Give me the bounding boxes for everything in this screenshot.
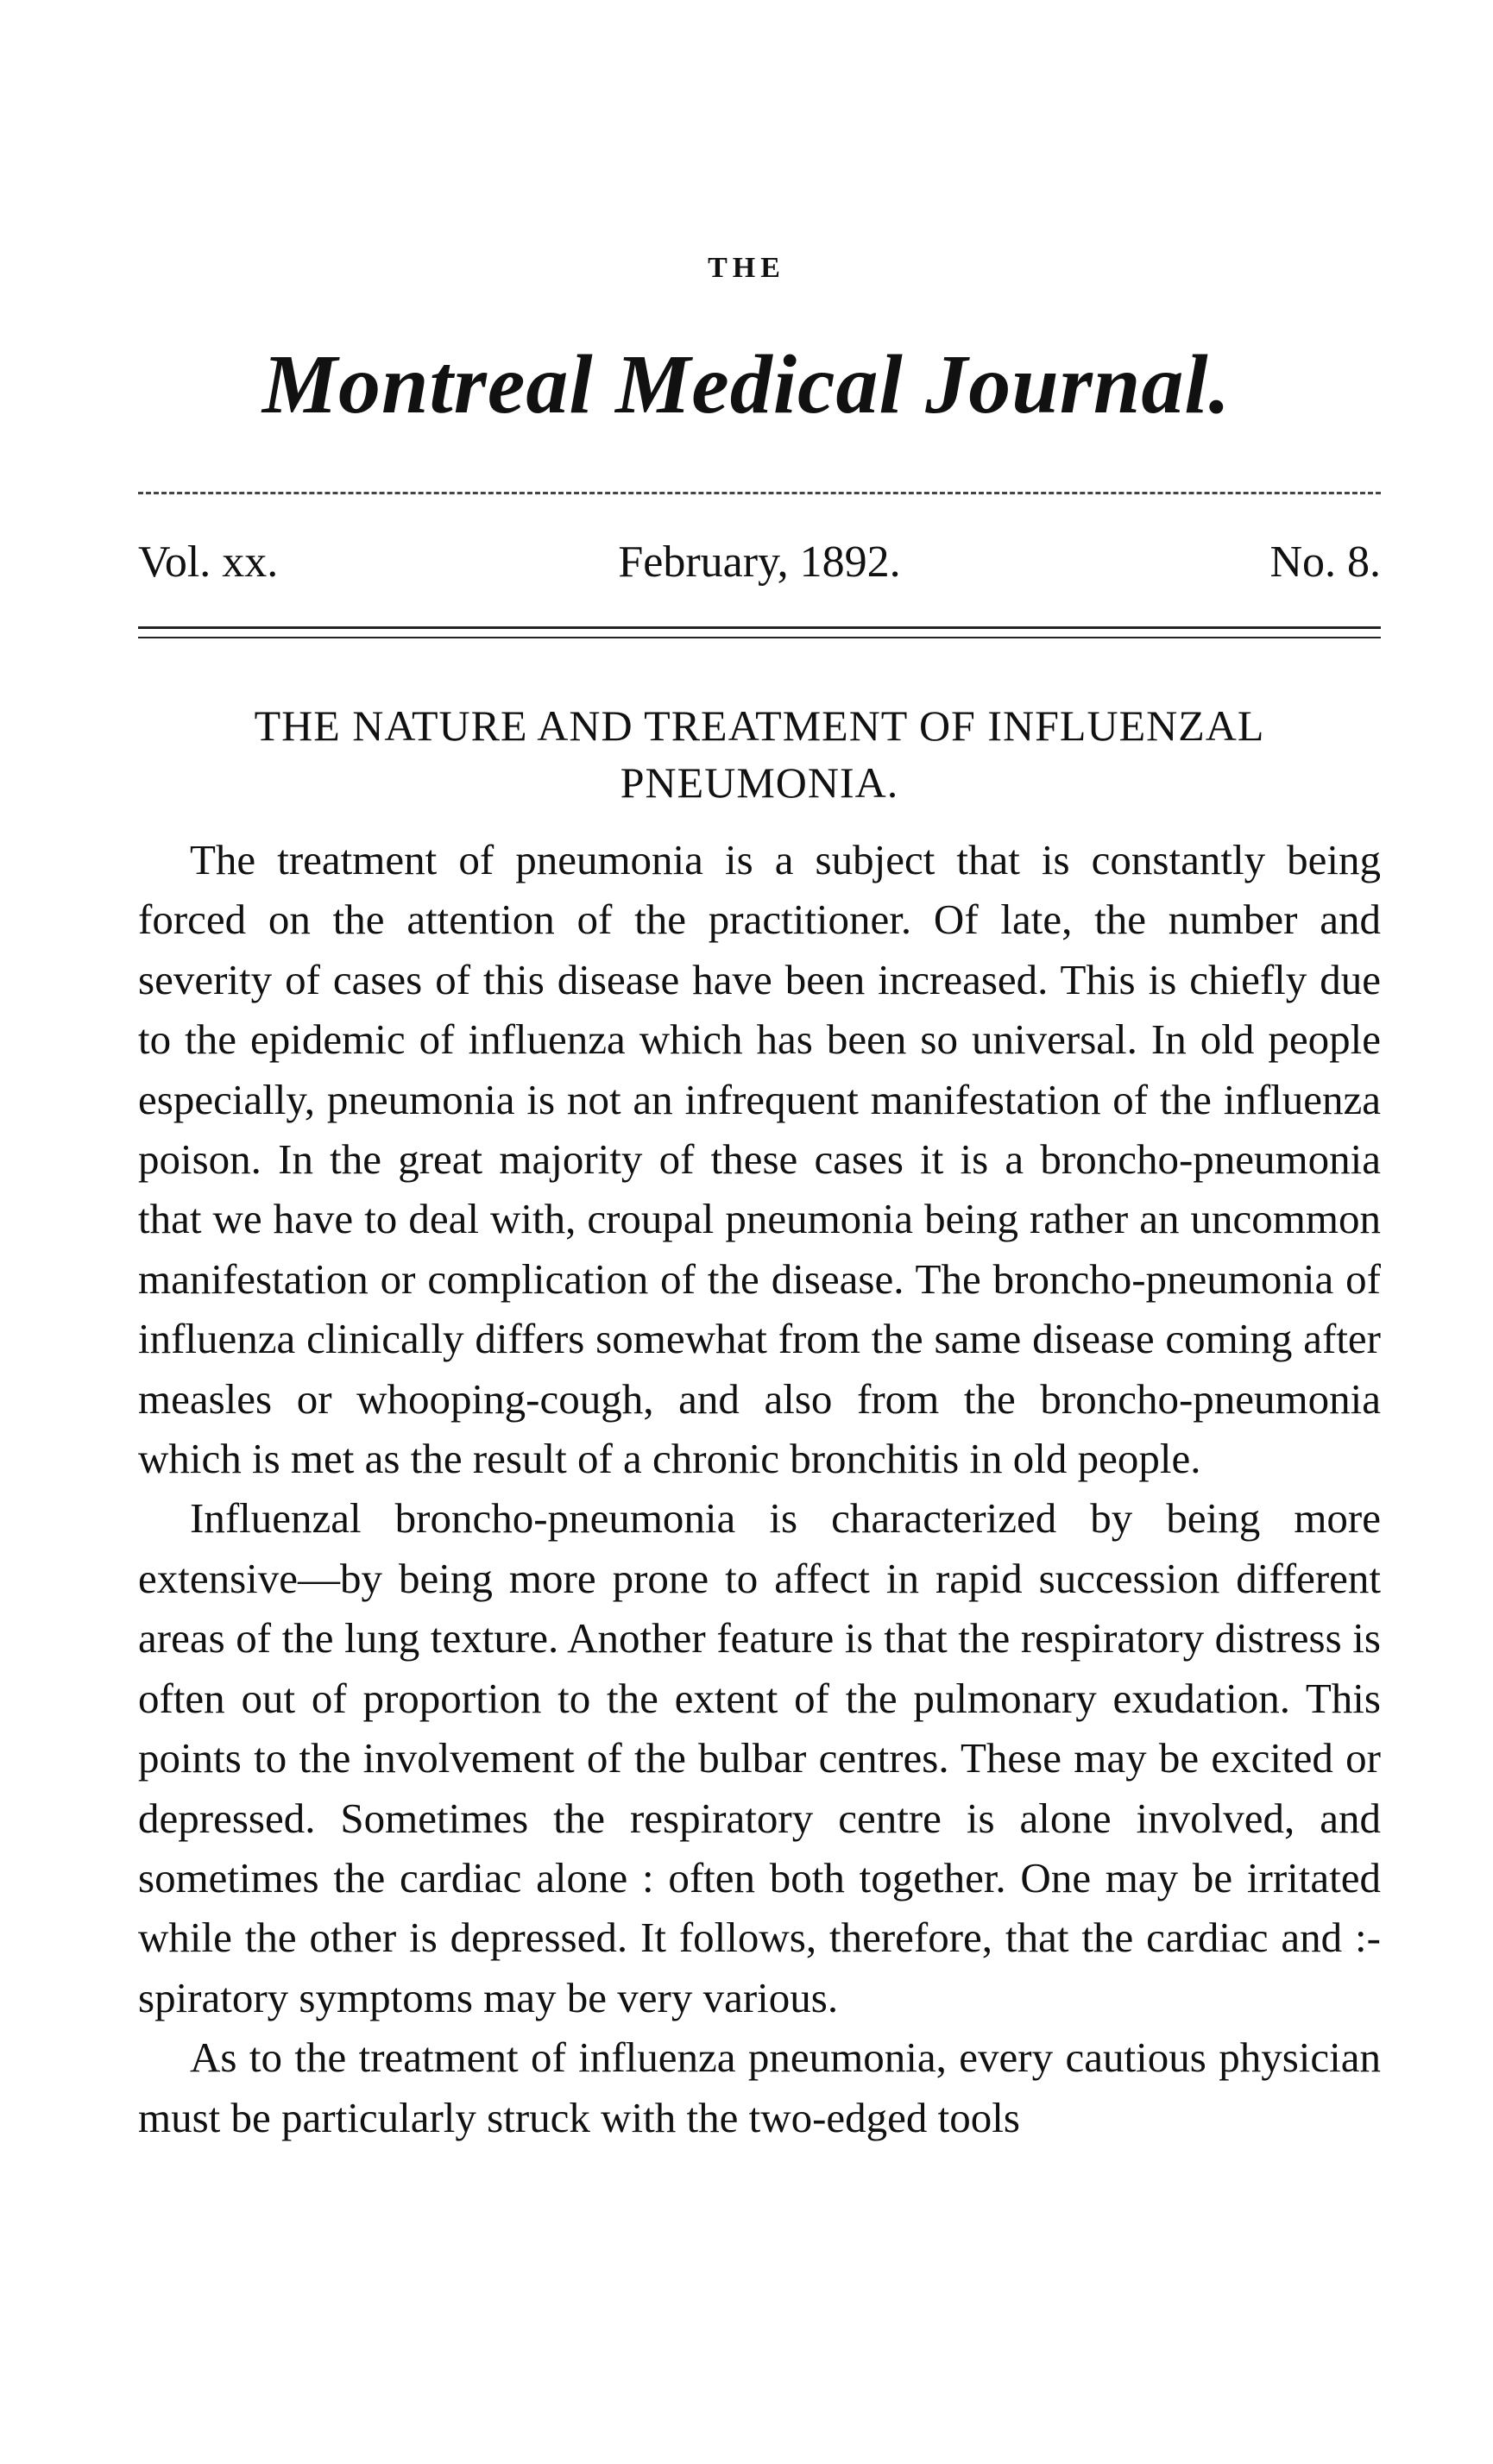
article-title: THE NATURE AND TREATMENT OF INFLUENZAL PNEUMONIA. bbox=[254, 701, 1265, 807]
dashed-divider bbox=[138, 492, 1381, 494]
issue-volume: Vol. xx. bbox=[138, 537, 279, 587]
paragraph: The treatment of pneumonia is a subject that is constantly being forced on the attention of the practitioner. Of late, the number and severity of cases of this disease have been increased. This is chiefly due to the epidemic of influenza which has been so universal. In old people especially, pneumonia is not an infrequent manifestation of the influenza poison. In the great majority of these cases it is a broncho-pneumonia that we have to deal with, croupal pneumonia being rather an uncommon manifestation or complication of the disease. The broncho-pneumonia of influenza clinically differs somewhat from the same disease coming after measles or whooping-cough, and also from the broncho-pneumonia which is met as the result of a chronic bronchitis in old people. bbox=[138, 836, 1381, 1483]
paragraph: As to the treatment of influenza pneumonia, every cautious physician must be particularly struck with the two-edged tools bbox=[138, 2033, 1381, 2141]
issue-line bbox=[138, 537, 1381, 597]
masthead-the: THE bbox=[708, 252, 785, 284]
paragraph: Influenzal broncho-pneumonia is characterized by being more extensive—by being more prone to affect in rapid succession different areas of the lung texture. Another feature is that the respiratory distress is often out of proportion to the extent of the pulmonary exudation. This points to the involvement of the bulbar centres. These may be excited or depressed. Sometimes the respiratory centre is alone involved, and sometimes the cardiac alone : often both together. One may be irritated while the other is depressed. It follows, therefore, that the cardiac and :-spiratory symptoms may be very various. bbox=[138, 1494, 1381, 2021]
journal-title: Montreal Medical Journal. bbox=[261, 338, 1232, 431]
double-rule-top bbox=[138, 626, 1381, 629]
double-rule-bottom bbox=[138, 637, 1381, 638]
issue-number: No. 8. bbox=[1269, 537, 1381, 587]
issue-date: February, 1892. bbox=[618, 537, 901, 587]
article-body bbox=[138, 830, 1381, 2147]
